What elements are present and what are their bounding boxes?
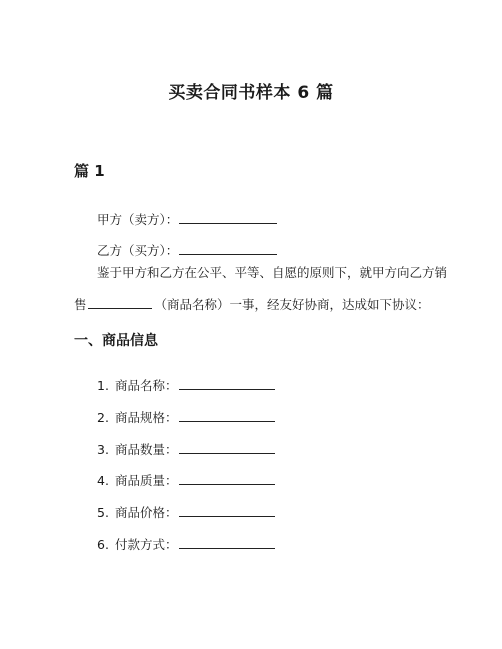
list-item-blank (179, 409, 275, 422)
preamble-line-1: 鉴于甲方和乙方在公平、平等、自愿的原则下，就甲方向乙方销 (97, 265, 448, 280)
list-item-blank (179, 472, 275, 485)
list-item (97, 471, 275, 489)
party-a-line (97, 210, 277, 228)
list-item-number: 6. (97, 537, 109, 552)
list-item-number: 2. (97, 410, 109, 425)
list-item-label: 商品名称： (115, 378, 178, 393)
list-item (97, 408, 275, 426)
list-item-number: 5. (97, 505, 109, 520)
list-item (97, 376, 275, 394)
list-item-label: 商品质量： (115, 473, 178, 488)
list-item-label: 商品规格： (115, 410, 178, 425)
list-item-number: 3. (97, 442, 109, 457)
list-item-label: 商品价格： (115, 505, 178, 520)
party-b-blank (179, 242, 277, 255)
preamble-line-2-end: （商品名称）一事，经友好协商，达成如下协议： (154, 297, 430, 312)
list-item-label: 付款方式： (115, 537, 178, 552)
chapter-heading: 篇 1 (74, 162, 105, 180)
list-item-label: 商品数量： (115, 442, 178, 457)
product-name-blank (88, 296, 152, 309)
preamble-line-2-start: 售 (74, 297, 87, 312)
party-b-line (97, 241, 277, 259)
list-item-blank (179, 536, 275, 549)
list-item-number: 4. (97, 473, 109, 488)
list-item (97, 440, 275, 458)
section-heading-product-info: 一、商品信息 (74, 333, 158, 349)
party-a-label: 甲方（卖方）： (97, 212, 179, 227)
list-item-blank (179, 441, 275, 454)
party-a-blank (179, 211, 277, 224)
list-item (97, 535, 275, 553)
preamble-line-2 (74, 295, 430, 313)
list-item-blank (179, 504, 275, 517)
list-item (97, 503, 275, 521)
list-item-number: 1. (97, 378, 109, 393)
list-item-blank (179, 377, 275, 390)
document-title: 买卖合同书样本 6 篇 (168, 83, 334, 103)
party-b-label: 乙方（买方）： (97, 243, 179, 258)
